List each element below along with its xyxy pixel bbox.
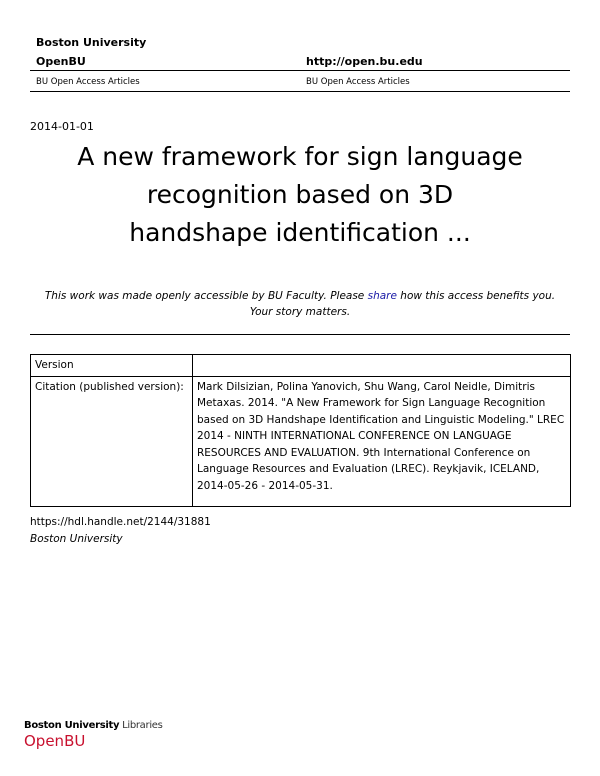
header-bottom-divider	[30, 91, 570, 92]
header-repo-name: OpenBU	[36, 55, 86, 68]
access-note-text: how this access benefits you.	[396, 290, 556, 302]
openbu-logo	[24, 720, 163, 750]
table-row	[31, 355, 571, 377]
logo-libraries: Libraries	[119, 720, 163, 731]
logo-openbu: OpenBU	[24, 732, 86, 750]
version-value	[193, 355, 571, 377]
handle-link[interactable]: https://hdl.handle.net/2144/31881	[30, 516, 211, 528]
access-note-line1	[30, 288, 570, 304]
share-link[interactable]: share	[367, 290, 397, 302]
metadata-table	[30, 354, 571, 507]
citation-line: 2014-05-26 - 2014-05-31.	[197, 479, 333, 492]
logo-university: Boston University	[24, 720, 120, 731]
citation-value	[193, 376, 571, 507]
citation-line: based on 3D Handshape Identification and Linguistic Modeling." LREC	[197, 413, 565, 426]
document-title	[30, 138, 570, 252]
header-repo-url-link[interactable]: http://open.bu.edu	[306, 55, 423, 68]
citation-line: RESOURCES AND EVALUATION. 9th International Conference on	[197, 446, 531, 459]
citation-line: 2014 - NINTH INTERNATIONAL CONFERENCE ON LANGUAGE	[197, 430, 512, 442]
title-line: A new framework for sign language	[77, 142, 523, 171]
title-line: handshape identification ...	[129, 218, 471, 247]
access-note-line2: Your story matters.	[249, 306, 351, 318]
header-collection-left: BU Open Access Articles	[36, 77, 140, 87]
table-row	[31, 376, 571, 507]
institution-footer: Boston University	[30, 533, 123, 545]
publication-date: 2014-01-01	[30, 120, 94, 133]
header-divider	[30, 70, 570, 71]
version-label: Version	[31, 355, 193, 377]
access-note-divider	[30, 334, 570, 335]
header-institution: Boston University	[36, 36, 147, 49]
citation-line: Metaxas. 2014. "A New Framework for Sign Language Recognition	[197, 397, 546, 409]
access-note	[30, 288, 570, 320]
title-line: recognition based on 3D	[146, 180, 454, 209]
logo-line1	[24, 720, 163, 732]
citation-label: Citation (published version):	[31, 376, 193, 507]
header-collection-right: BU Open Access Articles	[306, 77, 410, 87]
citation-line: Language Resources and Evaluation (LREC). Reykjavik, ICELAND,	[197, 463, 540, 475]
citation-line: Mark Dilsizian, Polina Yanovich, Shu Wang, Carol Neidle, Dimitris	[197, 380, 535, 393]
access-note-text: This work was made openly accessible by BU Faculty. Please	[44, 290, 368, 302]
